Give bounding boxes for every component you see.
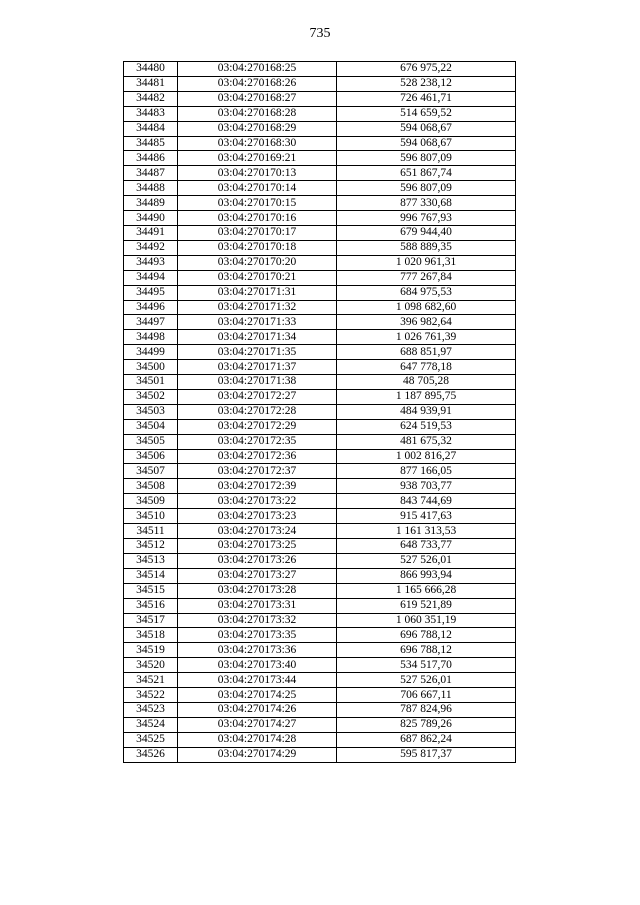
row-number-cell: 34488 [124, 181, 178, 196]
cadastral-number-cell: 03:04:270172:28 [178, 404, 337, 419]
cadastral-value-cell: 595 817,37 [337, 747, 516, 762]
cadastral-number-cell: 03:04:270174:26 [178, 702, 337, 717]
cadastral-value-cell: 651 867,74 [337, 166, 516, 181]
cadastral-value-cell: 679 944,40 [337, 225, 516, 240]
table-row [124, 673, 516, 688]
row-number-cell: 34484 [124, 121, 178, 136]
row-number-cell: 34510 [124, 509, 178, 524]
row-number-cell: 34520 [124, 658, 178, 673]
table-row [124, 62, 516, 77]
row-number-cell: 34505 [124, 434, 178, 449]
cadastral-value-cell: 938 703,77 [337, 479, 516, 494]
table-row [124, 196, 516, 211]
table-row [124, 404, 516, 419]
cadastral-value-cell: 877 330,68 [337, 196, 516, 211]
table-row [124, 330, 516, 345]
cadastral-number-cell: 03:04:270173:31 [178, 598, 337, 613]
cadastral-number-cell: 03:04:270172:27 [178, 389, 337, 404]
table-row [124, 747, 516, 762]
cadastral-number-cell: 03:04:270168:25 [178, 62, 337, 77]
cadastral-value-cell: 696 788,12 [337, 643, 516, 658]
row-number-cell: 34483 [124, 106, 178, 121]
cadastral-number-cell: 03:04:270171:35 [178, 345, 337, 360]
table-row [124, 151, 516, 166]
cadastral-value-cell: 777 267,84 [337, 270, 516, 285]
table-row [124, 494, 516, 509]
row-number-cell: 34499 [124, 345, 178, 360]
row-number-cell: 34491 [124, 225, 178, 240]
row-number-cell: 34516 [124, 598, 178, 613]
cadastral-number-cell: 03:04:270173:44 [178, 673, 337, 688]
cadastral-number-cell: 03:04:270171:31 [178, 285, 337, 300]
table-row [124, 136, 516, 151]
cadastral-value-cell: 594 068,67 [337, 121, 516, 136]
cadastral-value-cell: 1 002 816,27 [337, 449, 516, 464]
table-row [124, 270, 516, 285]
row-number-cell: 34504 [124, 419, 178, 434]
row-number-cell: 34496 [124, 300, 178, 315]
table-row [124, 568, 516, 583]
cadastral-number-cell: 03:04:270173:28 [178, 583, 337, 598]
table-row [124, 598, 516, 613]
cadastral-number-cell: 03:04:270168:28 [178, 106, 337, 121]
cadastral-number-cell: 03:04:270170:16 [178, 211, 337, 226]
row-number-cell: 34523 [124, 702, 178, 717]
cadastral-value-cell: 688 851,97 [337, 345, 516, 360]
cadastral-number-cell: 03:04:270173:26 [178, 553, 337, 568]
cadastral-number-cell: 03:04:270171:32 [178, 300, 337, 315]
row-number-cell: 34518 [124, 628, 178, 643]
table-row [124, 225, 516, 240]
table-row [124, 91, 516, 106]
cadastral-value-cell: 787 824,96 [337, 702, 516, 717]
cadastral-number-cell: 03:04:270173:36 [178, 643, 337, 658]
cadastral-value-cell: 996 767,93 [337, 211, 516, 226]
cadastral-number-cell: 03:04:270171:38 [178, 375, 337, 390]
cadastral-number-cell: 03:04:270173:22 [178, 494, 337, 509]
cadastral-value-cell: 1 020 961,31 [337, 255, 516, 270]
row-number-cell: 34490 [124, 211, 178, 226]
row-number-cell: 34524 [124, 717, 178, 732]
cadastral-value-cell: 696 788,12 [337, 628, 516, 643]
cadastral-value-cell: 596 807,09 [337, 151, 516, 166]
cadastral-value-table [123, 61, 516, 763]
cadastral-value-cell: 648 733,77 [337, 539, 516, 554]
row-number-cell: 34513 [124, 553, 178, 568]
table-row [124, 211, 516, 226]
cadastral-number-cell: 03:04:270170:18 [178, 240, 337, 255]
row-number-cell: 34482 [124, 91, 178, 106]
table-row [124, 375, 516, 390]
cadastral-number-cell: 03:04:270170:20 [178, 255, 337, 270]
table-row [124, 419, 516, 434]
cadastral-number-cell: 03:04:270174:28 [178, 732, 337, 747]
cadastral-value-cell: 596 807,09 [337, 181, 516, 196]
row-number-cell: 34503 [124, 404, 178, 419]
table-row [124, 255, 516, 270]
cadastral-value-cell: 514 659,52 [337, 106, 516, 121]
row-number-cell: 34495 [124, 285, 178, 300]
cadastral-number-cell: 03:04:270170:21 [178, 270, 337, 285]
cadastral-value-cell: 588 889,35 [337, 240, 516, 255]
table-row [124, 658, 516, 673]
cadastral-number-cell: 03:04:270174:25 [178, 688, 337, 703]
cadastral-number-cell: 03:04:270168:26 [178, 76, 337, 91]
table-row [124, 315, 516, 330]
cadastral-value-cell: 594 068,67 [337, 136, 516, 151]
cadastral-value-cell: 706 667,11 [337, 688, 516, 703]
table-row [124, 732, 516, 747]
table-row [124, 166, 516, 181]
row-number-cell: 34526 [124, 747, 178, 762]
row-number-cell: 34480 [124, 62, 178, 77]
row-number-cell: 34481 [124, 76, 178, 91]
row-number-cell: 34521 [124, 673, 178, 688]
cadastral-value-cell: 48 705,28 [337, 375, 516, 390]
table-row [124, 479, 516, 494]
table-row [124, 553, 516, 568]
cadastral-value-cell: 527 526,01 [337, 673, 516, 688]
cadastral-number-cell: 03:04:270174:27 [178, 717, 337, 732]
row-number-cell: 34512 [124, 539, 178, 554]
table-row [124, 434, 516, 449]
row-number-cell: 34489 [124, 196, 178, 211]
cadastral-number-cell: 03:04:270174:29 [178, 747, 337, 762]
cadastral-number-cell: 03:04:270173:27 [178, 568, 337, 583]
row-number-cell: 34517 [124, 613, 178, 628]
cadastral-value-cell: 1 060 351,19 [337, 613, 516, 628]
cadastral-number-cell: 03:04:270170:17 [178, 225, 337, 240]
table-row [124, 121, 516, 136]
row-number-cell: 34487 [124, 166, 178, 181]
row-number-cell: 34500 [124, 360, 178, 375]
cadastral-number-cell: 03:04:270173:23 [178, 509, 337, 524]
cadastral-value-cell: 481 675,32 [337, 434, 516, 449]
cadastral-value-cell: 866 993,94 [337, 568, 516, 583]
cadastral-number-cell: 03:04:270172:35 [178, 434, 337, 449]
cadastral-number-cell: 03:04:270173:25 [178, 539, 337, 554]
table-row [124, 181, 516, 196]
cadastral-number-cell: 03:04:270169:21 [178, 151, 337, 166]
cadastral-number-cell: 03:04:270171:33 [178, 315, 337, 330]
row-number-cell: 34509 [124, 494, 178, 509]
cadastral-number-cell: 03:04:270172:37 [178, 464, 337, 479]
row-number-cell: 34498 [124, 330, 178, 345]
cadastral-number-cell: 03:04:270172:39 [178, 479, 337, 494]
table-row [124, 240, 516, 255]
row-number-cell: 34515 [124, 583, 178, 598]
table-row [124, 613, 516, 628]
cadastral-number-cell: 03:04:270170:14 [178, 181, 337, 196]
row-number-cell: 34493 [124, 255, 178, 270]
cadastral-value-cell: 915 417,63 [337, 509, 516, 524]
page-number: 735 [309, 26, 331, 41]
cadastral-number-cell: 03:04:270168:30 [178, 136, 337, 151]
table-row [124, 583, 516, 598]
cadastral-number-cell: 03:04:270171:34 [178, 330, 337, 345]
cadastral-value-cell: 1 026 761,39 [337, 330, 516, 345]
cadastral-number-cell: 03:04:270173:35 [178, 628, 337, 643]
cadastral-value-cell: 534 517,70 [337, 658, 516, 673]
cadastral-value-cell: 726 461,71 [337, 91, 516, 106]
row-number-cell: 34519 [124, 643, 178, 658]
table-row [124, 76, 516, 91]
cadastral-value-cell: 1 098 682,60 [337, 300, 516, 315]
table-row [124, 389, 516, 404]
cadastral-number-cell: 03:04:270172:36 [178, 449, 337, 464]
row-number-cell: 34514 [124, 568, 178, 583]
row-number-cell: 34486 [124, 151, 178, 166]
cadastral-value-cell: 396 982,64 [337, 315, 516, 330]
cadastral-value-cell: 1 187 895,75 [337, 389, 516, 404]
cadastral-value-cell: 825 789,26 [337, 717, 516, 732]
table-row [124, 688, 516, 703]
table-row [124, 509, 516, 524]
row-number-cell: 34506 [124, 449, 178, 464]
row-number-cell: 34497 [124, 315, 178, 330]
table-row [124, 643, 516, 658]
row-number-cell: 34502 [124, 389, 178, 404]
cadastral-number-cell: 03:04:270173:40 [178, 658, 337, 673]
cadastral-number-cell: 03:04:270173:32 [178, 613, 337, 628]
cadastral-value-cell: 624 519,53 [337, 419, 516, 434]
cadastral-number-cell: 03:04:270173:24 [178, 524, 337, 539]
cadastral-value-cell: 843 744,69 [337, 494, 516, 509]
cadastral-value-cell: 647 778,18 [337, 360, 516, 375]
table-row [124, 524, 516, 539]
table-row [124, 464, 516, 479]
row-number-cell: 34525 [124, 732, 178, 747]
table-row [124, 717, 516, 732]
cadastral-value-cell: 676 975,22 [337, 62, 516, 77]
table-row [124, 285, 516, 300]
cadastral-value-cell: 484 939,91 [337, 404, 516, 419]
cadastral-value-cell: 527 526,01 [337, 553, 516, 568]
row-number-cell: 34507 [124, 464, 178, 479]
table-row [124, 106, 516, 121]
table-row [124, 539, 516, 554]
row-number-cell: 34485 [124, 136, 178, 151]
row-number-cell: 34511 [124, 524, 178, 539]
table-row [124, 300, 516, 315]
cadastral-value-cell: 877 166,05 [337, 464, 516, 479]
cadastral-value-cell: 1 165 666,28 [337, 583, 516, 598]
cadastral-number-cell: 03:04:270168:29 [178, 121, 337, 136]
cadastral-value-cell: 619 521,89 [337, 598, 516, 613]
table-row [124, 702, 516, 717]
cadastral-number-cell: 03:04:270168:27 [178, 91, 337, 106]
row-number-cell: 34494 [124, 270, 178, 285]
row-number-cell: 34501 [124, 375, 178, 390]
table-body [124, 62, 516, 763]
row-number-cell: 34508 [124, 479, 178, 494]
table-row [124, 628, 516, 643]
cadastral-number-cell: 03:04:270172:29 [178, 419, 337, 434]
table-row [124, 345, 516, 360]
cadastral-value-cell: 1 161 313,53 [337, 524, 516, 539]
table-row [124, 449, 516, 464]
table-row [124, 360, 516, 375]
cadastral-number-cell: 03:04:270171:37 [178, 360, 337, 375]
cadastral-number-cell: 03:04:270170:15 [178, 196, 337, 211]
row-number-cell: 34522 [124, 688, 178, 703]
cadastral-number-cell: 03:04:270170:13 [178, 166, 337, 181]
row-number-cell: 34492 [124, 240, 178, 255]
cadastral-value-cell: 684 975,53 [337, 285, 516, 300]
cadastral-value-cell: 687 862,24 [337, 732, 516, 747]
cadastral-value-cell: 528 238,12 [337, 76, 516, 91]
